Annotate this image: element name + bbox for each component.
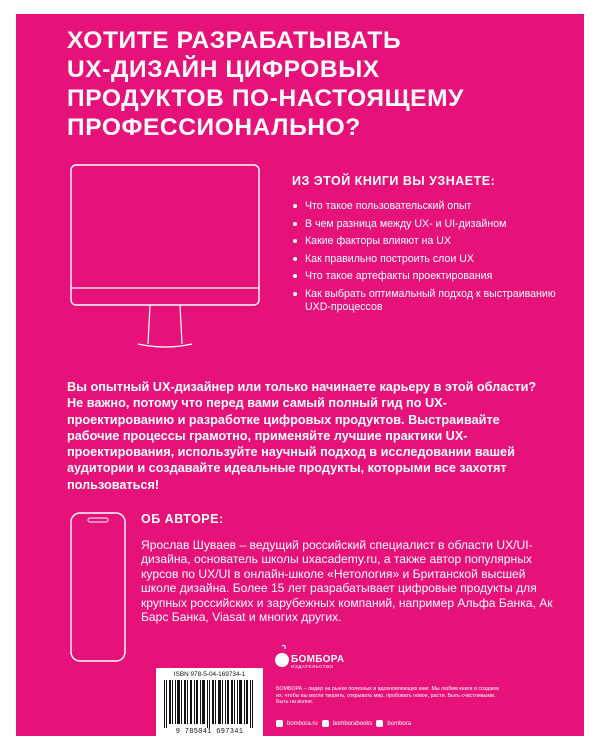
list-item: Что такое артефакты проектирования bbox=[292, 270, 582, 283]
social-icon bbox=[322, 720, 329, 727]
author-title: ОБ АВТОРЕ: bbox=[141, 512, 224, 526]
headline bbox=[67, 26, 567, 142]
headline-line: ХОТИТЕ РАЗРАБАТЫВАТЬ bbox=[67, 27, 402, 54]
social-icon bbox=[376, 720, 383, 727]
list-item: Как выбрать оптимальный подход к выстраиванию UXD-процессов bbox=[292, 288, 582, 313]
barcode-digits: 9 785041 697341 bbox=[175, 728, 244, 736]
headline-line: ПРОДУКТОВ ПО-НАСТОЯЩЕМУ bbox=[67, 85, 464, 112]
publisher-socials bbox=[276, 720, 411, 727]
learn-title: ИЗ ЭТОЙ КНИГИ ВЫ УЗНАЕТЕ: bbox=[292, 174, 496, 188]
learn-section bbox=[292, 174, 582, 318]
publisher-name: БОМБОРА bbox=[291, 654, 345, 665]
barcode-bars bbox=[164, 680, 255, 728]
list-item: Что такое пользовательский опыт bbox=[292, 200, 582, 213]
web-icon bbox=[276, 720, 283, 727]
publisher-logo-icon bbox=[274, 644, 290, 670]
list-item: Какие факторы влияют на UX bbox=[292, 235, 582, 248]
social-link[interactable]: bombora bbox=[387, 720, 412, 727]
barcode bbox=[156, 668, 263, 738]
social-link[interactable]: bomborabooks bbox=[332, 720, 373, 727]
author-bio: Ярослав Шуваев – ведущий российский специалист в области UX/UI-дизайна, основатель школы uxacademy.ru, а также автор популярных курсов по UX/UI в онлайн-школе «Нетология» и Британской высшей школе дизайна. Более 15 лет разрабатывает цифровые продукты для крупных российских и зарубежных компаний, например Альфа Банка, Ак Барс Банка, Viasat и многих других. bbox=[141, 538, 553, 625]
author-section bbox=[141, 512, 561, 624]
intro-paragraph: Вы опытный UX-дизайнер или только начинаете карьеру в этой области? Не важно, потому что перед вами самый полный гид по UX-проектированию и разработке цифровых продуктов. Выстраивайте рабочие процессы грамотно, применяйте лучшие практики UX-проектирования, используйте научный подход в исследовании вашей аудитории и создавайте идеальные продукты, которыми все захотят пользоваться! bbox=[67, 380, 537, 492]
isbn-number: ISBN 978-5-04-169734-1 bbox=[173, 671, 246, 678]
monitor-icon bbox=[70, 164, 260, 369]
headline-line: UX-ДИЗАЙН ЦИФРОВЫХ bbox=[67, 56, 380, 83]
back-cover bbox=[16, 14, 584, 736]
headline-line: ПРОФЕССИОНАЛЬНО? bbox=[67, 114, 361, 141]
social-link[interactable]: bombora.ru bbox=[287, 720, 318, 727]
publisher-subtitle: ИЗДАТЕЛЬСТВО bbox=[291, 665, 334, 670]
learn-list bbox=[292, 200, 582, 313]
publisher-description: БОМБОРА – лидер на рынке полезных и вдохновляющих книг. Мы любим книги и создаем их, чтобы вы могли творить, открывать мир, пробовать новое, расти. Быть счастливыми. Быть на волне. bbox=[276, 686, 499, 706]
list-item: Как правильно построить слои UX bbox=[292, 253, 582, 266]
phone-icon bbox=[70, 512, 126, 662]
list-item: В чем разница между UX- и UI-дизайном bbox=[292, 218, 582, 231]
